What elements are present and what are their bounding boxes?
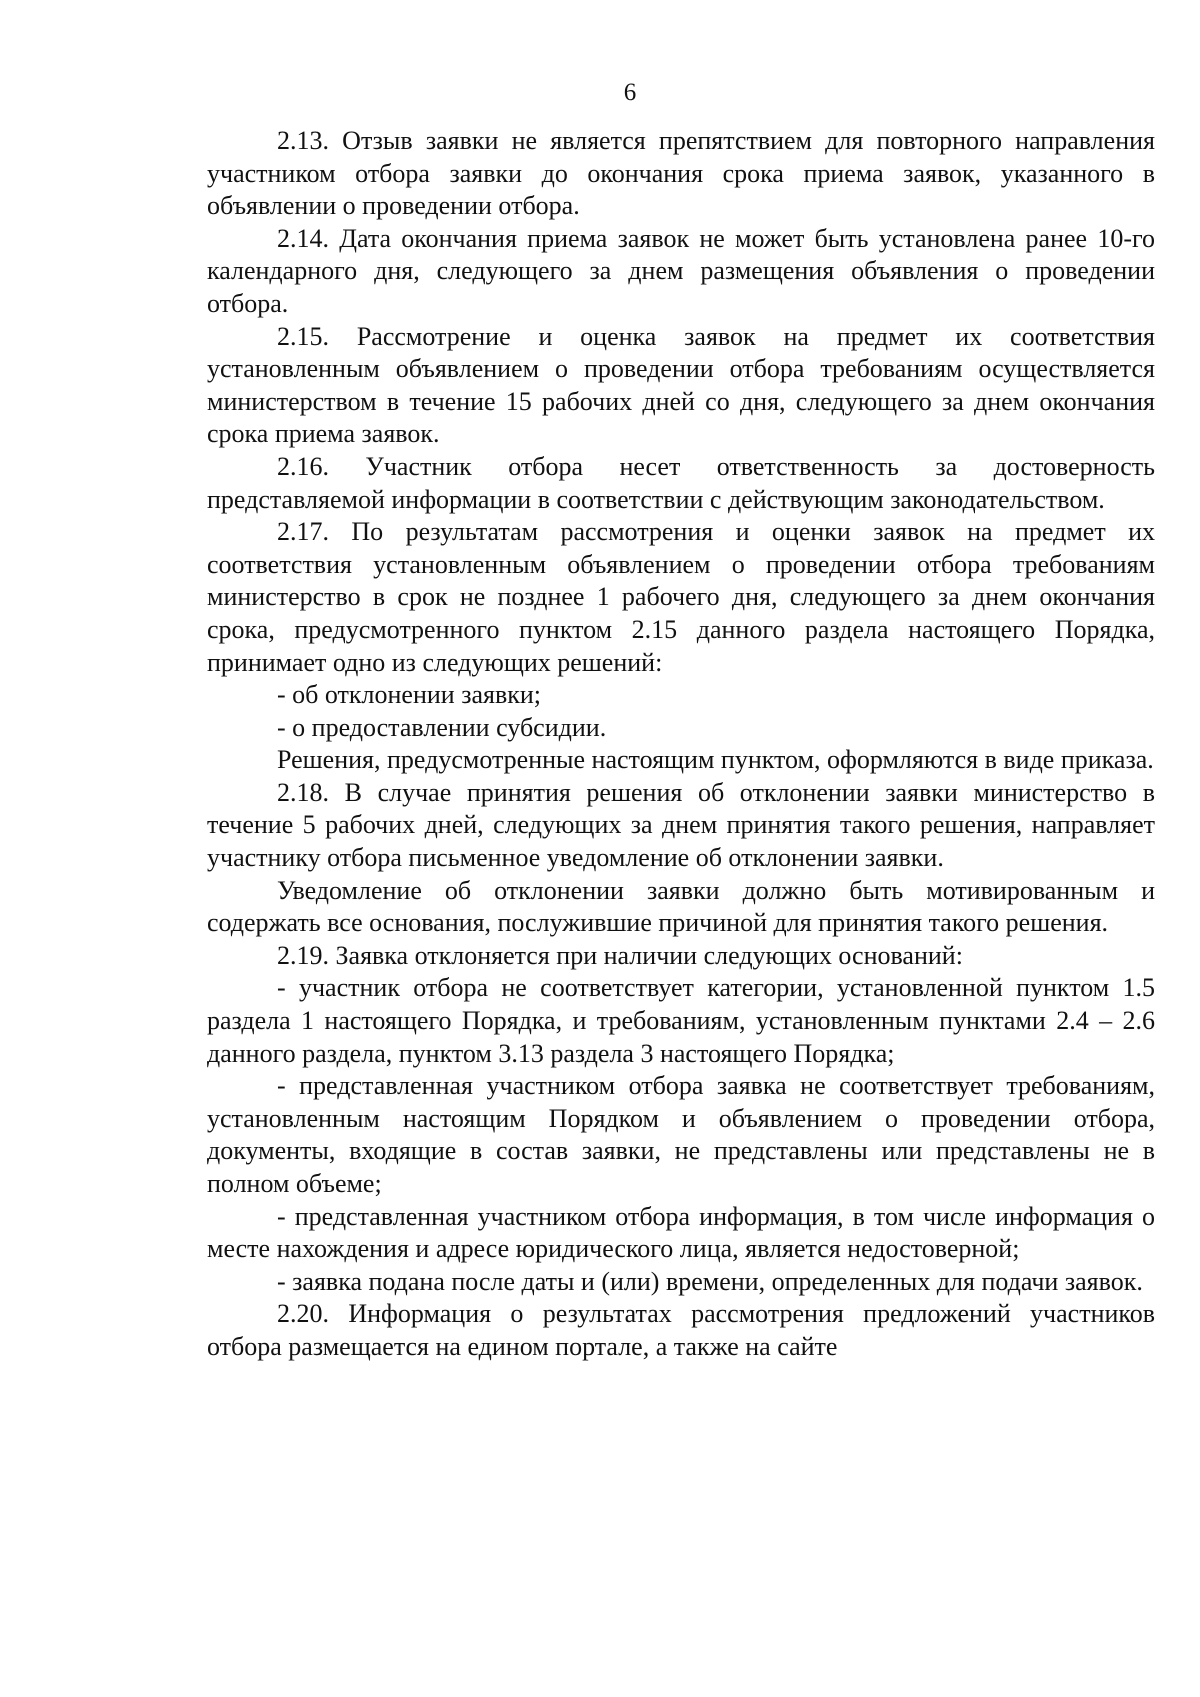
list-item-reject: - об отклонении заявки; <box>277 680 542 710</box>
paragraph-notification: Уведомление об отклонении заявки должно быть мотивированным и содержать все основания, послужившие причиной для принятия такого решения. <box>207 875 1155 938</box>
document-body <box>207 125 1155 1364</box>
list-item-late: - заявка подана после даты и (или) времени, определенных для подачи заявок. <box>277 1266 1143 1296</box>
list-item-unreliable: - представленная участником отбора информация, в том числе информация о месте нахождения и адресе юридического лица, является недостоверной; <box>207 1201 1155 1264</box>
paragraph-2-18: 2.18. В случае принятия решения об отклонении заявки министерство в течение 5 рабочих дней, следующих за днем принятия такого решения, направляет участнику отбора письменное уведомление об отклонении заявки. <box>207 777 1155 873</box>
page-number: 6 <box>623 79 637 106</box>
paragraph-2-19: 2.19. Заявка отклоняется при наличии следующих оснований: <box>277 940 963 970</box>
paragraph-2-14: 2.14. Дата окончания приема заявок не может быть установлена ранее 10-го календарного дня, следующего за днем размещения объявления о проведении отбора. <box>207 223 1155 318</box>
list-item-requirements: - представленная участником отбора заявка не соответствует требованиям, установленным настоящим Порядком и объявлением о проведении отбора, документы, входящие в состав заявки, не представлены или представлены не в полном объеме; <box>207 1071 1155 1198</box>
paragraph-2-16: 2.16. Участник отбора несет ответственность за достоверность представляемой информации в соответствии с действующим законодательством. <box>207 451 1155 514</box>
paragraph-decisions-order: Решения, предусмотренные настоящим пунктом, оформляются в виде приказа. <box>277 745 1154 775</box>
list-item-grant: - о предоставлении субсидии. <box>277 712 607 742</box>
paragraph-2-20: 2.20. Информация о результатах рассмотрения предложений участников отбора размещается на едином портале, а также на сайте <box>207 1299 1155 1361</box>
paragraph-2-17: 2.17. По результатам рассмотрения и оценки заявок на предмет их соответствия установленным объявлением о проведении отбора требованиям министерство в срок не позднее 1 рабочего дня, следующего за днем окончания срока, предусмотренного пунктом 2.15 данного раздела настоящего Порядка, принимает одно из следующих решений: <box>207 517 1155 677</box>
list-item-category: - участник отбора не соответствует категории, установленной пунктом 1.5 раздела 1 настоящего Порядка, и требованиям, установленным пунктами 2.4 – 2.6 данного раздела, пунктом 3.13 раздела 3 настоящего Порядка; <box>207 973 1155 1068</box>
paragraph-2-13: 2.13. Отзыв заявки не является препятствием для повторного направления участником отбора заявки до окончания срока приема заявок, указанного в объявлении о проведении отбора. <box>207 126 1155 221</box>
paragraph-2-15: 2.15. Рассмотрение и оценка заявок на предмет их соответствия установленным объявлением о проведении отбора требованиям осуществляется министерством в течение 15 рабочих дней со дня, следующего за днем окончания срока приема заявок. <box>207 321 1155 449</box>
